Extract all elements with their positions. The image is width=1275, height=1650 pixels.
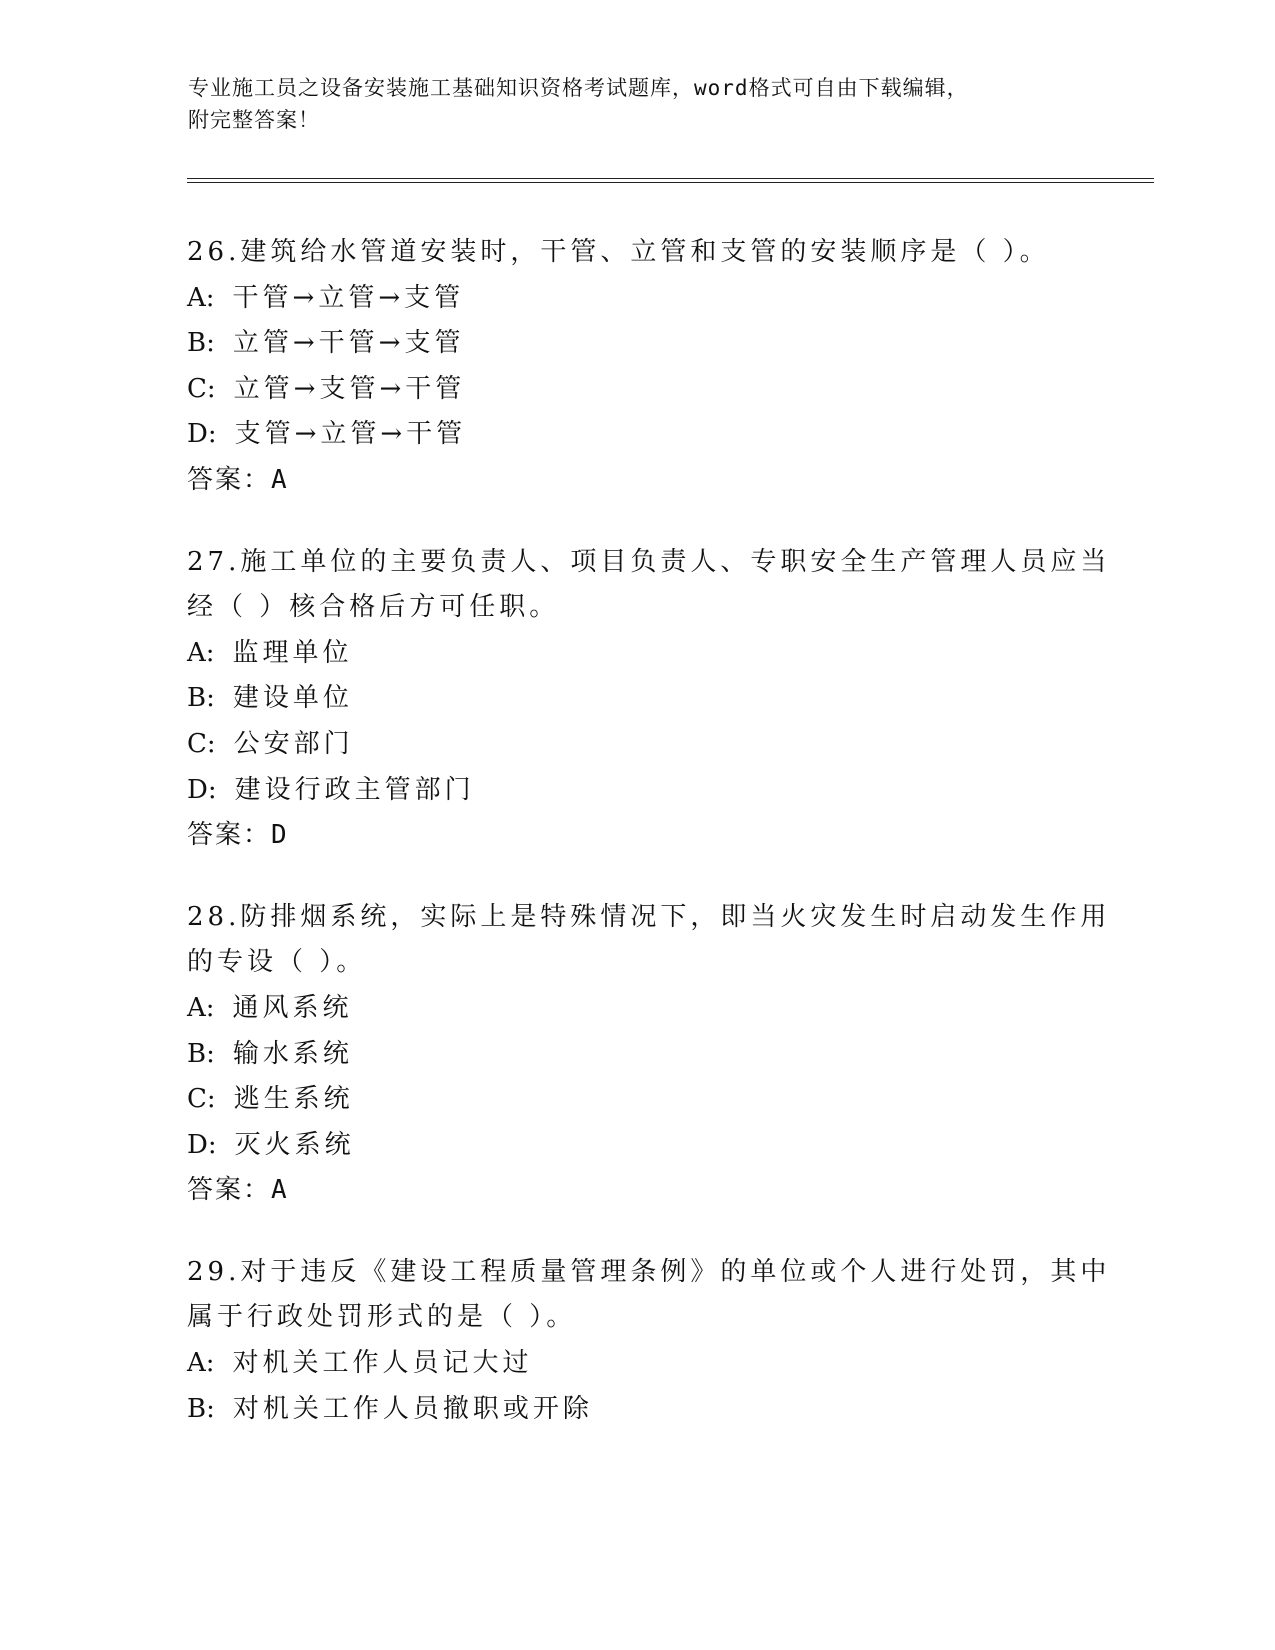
option-key: D: bbox=[187, 1129, 217, 1160]
option-text: 通风系统 bbox=[232, 992, 353, 1023]
document-header bbox=[188, 72, 1088, 136]
answer-option bbox=[187, 631, 1087, 677]
option-text: 干管→立管→支管 bbox=[232, 282, 465, 313]
header-divider bbox=[187, 178, 1154, 183]
answer-line: 答案：A bbox=[187, 1175, 289, 1206]
answer-option bbox=[187, 1032, 1087, 1078]
question-stem bbox=[187, 540, 1111, 631]
question-1 bbox=[187, 230, 1087, 504]
question-list bbox=[187, 230, 1111, 1468]
answer-option bbox=[187, 722, 1087, 768]
answer-line: 答案：D bbox=[187, 820, 289, 851]
question-stem bbox=[187, 230, 1087, 276]
header-line-1: 专业施工员之设备安装施工基础知识资格考试题库，word格式可自由下载编辑， bbox=[188, 76, 969, 100]
option-key: D: bbox=[187, 419, 217, 450]
answer-option bbox=[187, 986, 1087, 1032]
question-3 bbox=[187, 895, 1111, 1214]
answer-option bbox=[187, 1077, 1087, 1123]
question-stem-line: 29.对于违反《建设工程质量管理条例》的单位或个人进行处罚，其中 bbox=[187, 1256, 1111, 1287]
question-stem-line: 27.施工单位的主要负责人、项目负责人、专职安全生产管理人员应当 bbox=[187, 546, 1111, 577]
option-key: B: bbox=[187, 683, 215, 714]
answer-option bbox=[187, 1123, 1087, 1169]
option-text: 输水系统 bbox=[232, 1038, 353, 1069]
question-stem-line: 的专设（ ）。 bbox=[187, 947, 367, 978]
option-key: B: bbox=[187, 1038, 215, 1069]
option-text: 对机关工作人员撤职或开除 bbox=[232, 1393, 593, 1424]
option-text: 建设行政主管部门 bbox=[234, 774, 475, 805]
option-text: 建设单位 bbox=[232, 683, 353, 714]
question-4 bbox=[187, 1250, 1111, 1432]
answer-option bbox=[187, 412, 1087, 458]
option-key: D: bbox=[187, 774, 217, 805]
question-stem-line: 属于行政处罚形式的是（ ）。 bbox=[187, 1302, 577, 1333]
answer-option bbox=[187, 676, 1087, 722]
option-text: 立管→支管→干管 bbox=[233, 373, 466, 404]
header-line-2: 附完整答案！ bbox=[188, 108, 320, 132]
answer-option bbox=[187, 1341, 1087, 1387]
question-stem bbox=[187, 895, 1111, 986]
option-key: A: bbox=[187, 1348, 215, 1379]
option-key: C: bbox=[187, 373, 216, 404]
option-text: 灭火系统 bbox=[234, 1129, 355, 1160]
question-stem bbox=[187, 1250, 1111, 1341]
question-stem-line: 28.防排烟系统，实际上是特殊情况下，即当火灾发生时启动发生作用 bbox=[187, 901, 1111, 932]
question-stem-line: 经（ ）核合格后方可任职。 bbox=[187, 592, 560, 623]
question-stem-line: 26.建筑给水管道安装时，干管、立管和支管的安装顺序是（ ）。 bbox=[187, 237, 1050, 267]
question-2 bbox=[187, 540, 1111, 859]
option-text: 对机关工作人员记大过 bbox=[232, 1348, 533, 1379]
option-text: 公安部门 bbox=[233, 728, 354, 759]
option-key: B: bbox=[187, 328, 215, 359]
option-key: A: bbox=[187, 992, 215, 1023]
option-text: 逃生系统 bbox=[233, 1084, 354, 1115]
option-text: 监理单位 bbox=[232, 637, 353, 668]
option-key: A: bbox=[187, 282, 215, 313]
answer-option bbox=[187, 1387, 1087, 1433]
answer-line: 答案：A bbox=[187, 464, 289, 495]
answer-option bbox=[187, 768, 1087, 814]
option-key: A: bbox=[187, 637, 215, 668]
answer-option bbox=[187, 321, 1087, 367]
option-key: C: bbox=[187, 1084, 216, 1115]
answer-option bbox=[187, 276, 1087, 322]
option-text: 立管→干管→支管 bbox=[232, 328, 465, 359]
option-key: C: bbox=[187, 728, 216, 759]
option-text: 支管→立管→干管 bbox=[234, 419, 467, 450]
option-key: B: bbox=[187, 1393, 215, 1424]
answer-option bbox=[187, 367, 1087, 413]
